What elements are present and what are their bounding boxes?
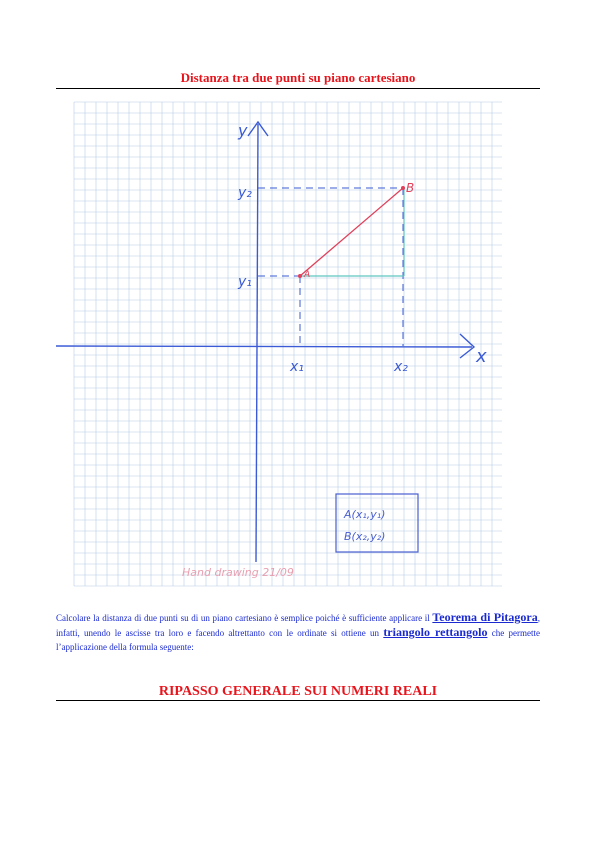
paragraph-text-before: Calcolare la distanza di due punti su di un piano cartesiano è semplice poiché è sufficiente applicare il: [56, 613, 433, 623]
x-axis-label: x: [476, 346, 487, 367]
y2-label: y₂: [238, 185, 252, 201]
y1-label: y₁: [238, 274, 252, 290]
x2-label: x₂: [394, 359, 408, 375]
box-line-a: A(x₁,y₁): [344, 508, 386, 521]
x-axis-line: [56, 346, 472, 347]
point-b-marker: [401, 186, 405, 190]
section-title: RIPASSO GENERALE SUI NUMERI REALI: [158, 684, 438, 699]
x-axis-arrow: [460, 334, 474, 358]
point-a-label: A: [304, 270, 311, 280]
section-divider: [56, 700, 540, 701]
x1-label: x₁: [290, 359, 304, 375]
explanation-paragraph: [56, 610, 540, 654]
cartesian-diagram: [56, 96, 540, 596]
coordinates-box: [336, 494, 418, 552]
y-axis-label: y: [238, 121, 248, 140]
page-title: Distanza tra due punti su piano cartesiano: [180, 70, 416, 85]
teorema-di-pitagora-link[interactable]: Teorema di Pitagora: [432, 610, 538, 624]
paragraph-text-after: che permette l’applicazione della formula seguente:: [56, 628, 540, 652]
triangolo-rettangolo-link[interactable]: triangolo rettangolo: [383, 625, 488, 639]
paragraph-text-middle: , infatti, unendo le ascisse tra loro e facendo altrettanto con le ordinate si ottiene un: [56, 613, 541, 638]
graph-paper-grid: [74, 102, 502, 586]
signature: Hand drawing 21/09: [182, 566, 294, 579]
box-line-b: B(x₂,y₂): [344, 530, 386, 543]
point-a-marker: [298, 274, 302, 278]
title-divider: [56, 88, 540, 89]
point-b-label: B: [406, 181, 415, 195]
